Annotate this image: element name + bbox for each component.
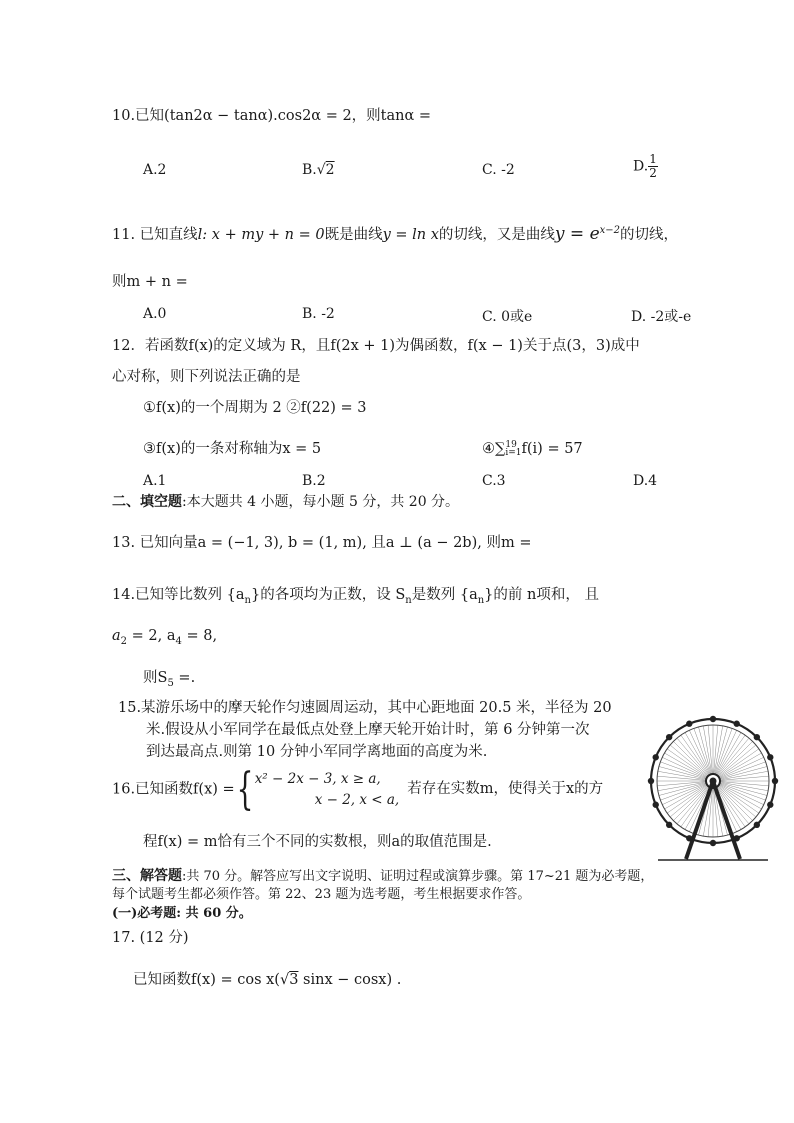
q11-line2: 则m + n = — [112, 274, 188, 290]
q14-line2: $a_2 = 2$, $a_4 = 8$, — [112, 628, 218, 647]
q14-line3: 则$S_5$ =. — [143, 670, 196, 689]
q15-line2: 米.假设从小军同学在最低点处登上摩天轮开始计时，第 6 分钟第一次 — [146, 722, 590, 738]
q16-line2: 程f(x) = m恰有三个不同的实数根，则a的取值范围是. — [143, 834, 492, 850]
q12-option-c: C.3 — [482, 473, 506, 489]
q12-option-a: A.1 — [143, 473, 167, 489]
q11-option-b: B. -2 — [302, 306, 335, 322]
q11-option-c: C. 0或e — [482, 309, 533, 325]
q11-option-a: A.0 — [143, 306, 167, 322]
ferris-wheel-icon — [640, 705, 786, 863]
q10-option-b: B.√2 — [302, 162, 335, 178]
q10-option-c: C. -2 — [482, 162, 515, 178]
q12-line1: 12．若函数f(x)的定义域为 R，且f(2x + 1)为偶函数，f(x − 1)关于点(3，3)成中 — [112, 338, 640, 354]
q12-line2: 心对称，则下列说法正确的是 — [112, 369, 301, 385]
q13-stem: 13. 已知向量a = (−1, 3), b = (1, m), 且a ⊥ (a − 2b), 则m = — [112, 535, 532, 551]
section-3-desc: 每个试题考生都必须作答。第 22、23 题为选考题，考生根据要求作答。 — [112, 887, 531, 902]
q11-option-d: D. -2或-e — [631, 309, 692, 325]
q17-stem: 已知函数f(x) = cos x(√3 sinx − cosx) . — [133, 972, 402, 988]
q12-option-b: B.2 — [302, 473, 326, 489]
q12-statement-4: ④∑ 19 i=1 f(i) = 57 — [482, 440, 583, 459]
q16-line1: 16.已知函数f(x) ={ x² − 2x − 3, x ≥ a, x − 2, x < a, 若存在实数m，使得关于x的方 — [112, 764, 604, 815]
section-3-heading: 三、解答题:共 70 分。解答应写出文字说明、证明过程或演算步骤。第 17~21 题为必考题， — [112, 868, 654, 884]
q12-statement-1-2: ①f(x)的一个周期为 2 ②f(22) = 3 — [143, 400, 367, 416]
q15-line3: 到达最高点.则第 10 分钟小军同学离地面的高度为米. — [146, 744, 488, 760]
q15-line1: 15.某游乐场中的摩天轮作匀速圆周运动，其中心距地面 20.5 米，半径为 20 — [118, 700, 612, 716]
section-3-subheading: (一)必考题: 共 60 分。 — [112, 906, 252, 921]
q17-head: 17. (12 分) — [112, 930, 189, 946]
q14-line1: 14.已知等比数列 $\{a_n\}$的各项均为正数，设 $S_n$是数列 $\{a_n\}$的前 n项和， 且 — [112, 587, 599, 606]
q12-option-d: D.4 — [633, 473, 658, 489]
section-2-heading: 二、填空题:本大题共 4 小题，每小题 5 分，共 20 分。 — [112, 494, 460, 510]
q10-option-d: D. $\frac{1}{2}$ — [633, 152, 657, 181]
q10-option-a: A.2 — [143, 162, 167, 178]
q11-stem: 11. 已知直线l: x + my + n = 0既是曲线y = ln x的切线，又是曲线$y = e^{x-2}$的切线， — [112, 224, 679, 244]
q12-statement-3: ③f(x)的一条对称轴为x = 5 — [143, 441, 322, 457]
q10-stem: 10.已知(tan2α − tanα).cos2α = 2，则tanα = — [112, 108, 432, 124]
